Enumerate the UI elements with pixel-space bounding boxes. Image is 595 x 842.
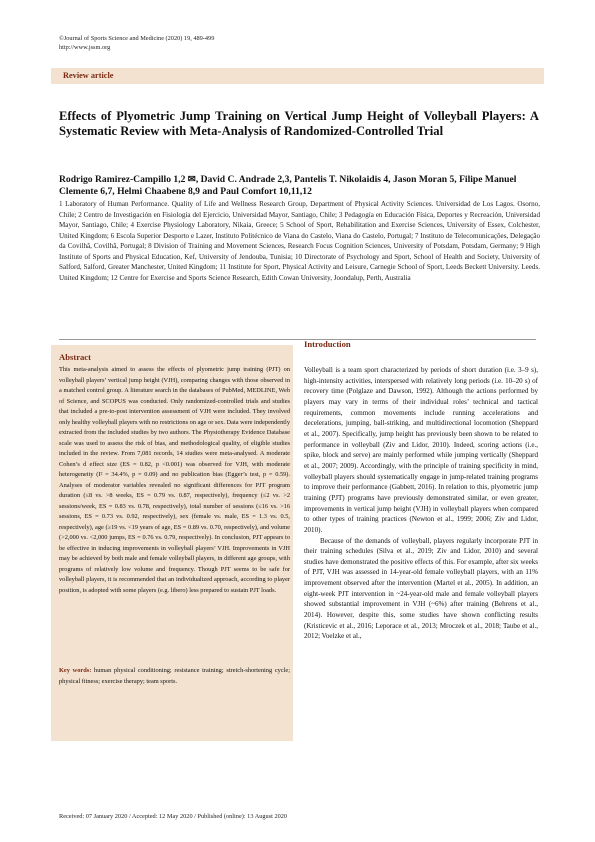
intro-paragraph-2: Because of the demands of volleyball, players regularly incorporate PJT in their training schedules (Silva et al., 2019; Ziv and Lidor, 2010) and several studies have demonstrated the positive effects of this. For example, after six weeks of PJT, VJH was assessed in 14-year-old female volleyball players, with an 11% improvement observed after the intervention (Martel et al., 2005). In addition, an eight-week PJT intervention in ~24-year-old male and female volleyball players showed substantial improvement in VJH (~6%) after training (Behrens et al., 2014). However, despite this, some studies have shown conflicting results (Kristicevic et al., 2016; Leporace et al., 2013; Mroczek et al., 2018; Taube et al., 2012; Voelzke et al., bbox=[304, 536, 538, 641]
journal-header bbox=[59, 35, 214, 52]
author-list: Rodrigo Ramirez-Campillo 1,2 ✉, David C. Andrade 2,3, Pantelis T. Nikolaidis 4, Jason Moran 5, Filipe Manuel Clemente 6,7, Helmi Chaabene 8,9 and Paul Comfort 10,11,12 bbox=[59, 174, 517, 198]
affiliations: 1 Laboratory of Human Performance. Quality of Life and Wellness Research Group, Department of Physical Activity Sciences. Universidad de Los Lagos. Osorno, Chile; 2 Centro de Investigación en Fisiología del Ejercicio, Universidad Mayor, Santiago, Chile; 3 Pedagogía en Educación Física, Deportes y Recreación, Universidad Mayor, Santiago, Chile; 4 Exercise Physiology Laboratory, Nikaia, Greece; 5 School of Sport, Rehabilitation and Exercise Sciences, University of Essex, Colchester, United Kingdom; 6 Escola Superior Desporto e Lazer, Instituto Politécnico de Viana do Castelo, Viana do Castelo, Portugal; 7 Instituto de Telecomunicações, Delegação da Covilhã, Covilhã, Portugal; 8 Division of Training and Movement Sciences, Research Focus Cognition Sciences, University of Potsdam, Potsdam, Germany; 9 High Institute of Sports and Physical Education, Kef, University of Jendouba, Tunisia; 10 Directorate of Psychology and Sport, School of Health and Society, University of Salford, Salford, Greater Manchester, United Kingdom; 11 Institute for Sport, Physical Activity and Leisure, Carnegie School of Sport, Leeds Beckett University. Leeds. United Kingdom; 12 Centre for Exercise and Sports Science Research, Edith Cowan University, Joondalup, Perth, Australia bbox=[59, 200, 540, 282]
introduction-heading: Introduction bbox=[304, 339, 351, 349]
article-title: Effects of Plyometric Jump Training on Vertical Jump Height of Volleyball Players: A Systematic Review with Meta-Analysis of Randomized-Controlled Trial bbox=[59, 109, 539, 139]
intro-paragraph-1: Volleyball is a team sport characterized by periods of short duration (i.e. 3–9 s), high-intensity activities, interspersed with relatively long periods (i.e. 10–20 s) of recovery time (Polglaze and Dawson, 1992). Although the actions performed by players may vary in terms of their individual roles’ technical and tactical requirements, common movements include running accelerations and decelerations, jumping, ball-striking, and multidirectional locomotion (Sheppard et al., 2007). Specifically, jump height has previously been shown to be related to performance in volleyball (Ziv and Lidor, 2010). Indeed, scoring actions (i.e., spike, block and serve) are mainly performed while jumping vertically (Sheppard et al., 2007; 2009). Accordingly, with the principle of training specificity in mind, volleyball players should systematically engage in jump-related training programs to improve their performance (Gabbett, 2016). In relation to this, plyometric jump training (PJT) programs have previously demonstrated similar, or even greater, improvements in vertical jump height (VJH) in volleyball players when compared to other types of training practices (Newton et al., 1999; 2006; Ziv and Lidor, 2010). bbox=[304, 366, 538, 534]
publication-dates: Received: 07 January 2020 / Accepted: 12 May 2020 / Published (online): 13 August 2020 bbox=[59, 813, 288, 820]
journal-citation: ©Journal of Sports Science and Medicine (2020) 19, 489-499 bbox=[59, 35, 215, 42]
article-type-banner bbox=[51, 68, 544, 84]
journal-url[interactable]: http://www.jssm.org bbox=[59, 43, 111, 51]
introduction-body bbox=[304, 365, 538, 642]
section-divider bbox=[59, 339, 536, 340]
keywords-text: human physical conditioning; resistance training; stretch-shortening cycle; physical fitness; exercise therapy; team sports. bbox=[59, 667, 290, 685]
abstract-heading: Abstract bbox=[59, 352, 91, 362]
abstract-text: This meta-analysis aimed to assess the effects of plyometric jump training (PJT) on volleyball players’ vertical jump height (VJH), comparing changes with those observed in a matched control group. A literature search in the databases of PubMed, MEDLINE, Web of Science, and SCOPUS was conducted. Only randomized-controlled trials and studies that included a pre-to-post intervention assessment of VJH were included. They involved only healthy volleyball players with no restrictions on age or sex. Data were independently extracted from the included studies by two authors. The Physiotherapy Evidence Database scale was used to assess the risk of bias, and methodological quality, of eligible studies included in the review. From 7,081 records, 14 studies were meta-analysed. A moderate Cohen’s d effect size (ES = 0.82, p <0.001) was observed for VJH, with moderate heterogeneity (I² = 34.4%, p = 0.09) and no publication bias (Egger’s test, p = 0.59). Analyses of moderator variables revealed no significant differences for PJT program duration (≤8 vs. >8 weeks, ES = 0.79 vs. 0.87, respectively), frequency (≤2 vs. >2 sessions/week, ES = 0.83 vs. 0.78, respectively), total number of sessions (≤16 vs. >16 sessions, ES = 0.73 vs. 0.92, respectively), sex (female vs. male, ES = 1.3 vs. 0.5, respectively), age (≥19 vs. <19 years of age, ES = 0.89 vs. 0.70, respectively), and volume (>2,000 vs. <2,000 jumps, ES = 0.76 vs. 0.79, respectively). In conclusion, PJT appears to be effective in inducing improvements in volleyball players’ VJH. Improvements in VJH may be achieved by both male and female volleyball players, in different age groups, with programs of relatively low volume and frequency. Though PJT seems to be safe for volleyball players, it is recommended that an individualized approach, according to player position, is adopted with some players (e.g. libero) less prepared to sustain PJT loads. bbox=[59, 366, 290, 594]
article-type-label: Review article bbox=[63, 71, 114, 80]
keywords bbox=[59, 666, 290, 687]
keywords-label: Key words: bbox=[59, 667, 92, 674]
